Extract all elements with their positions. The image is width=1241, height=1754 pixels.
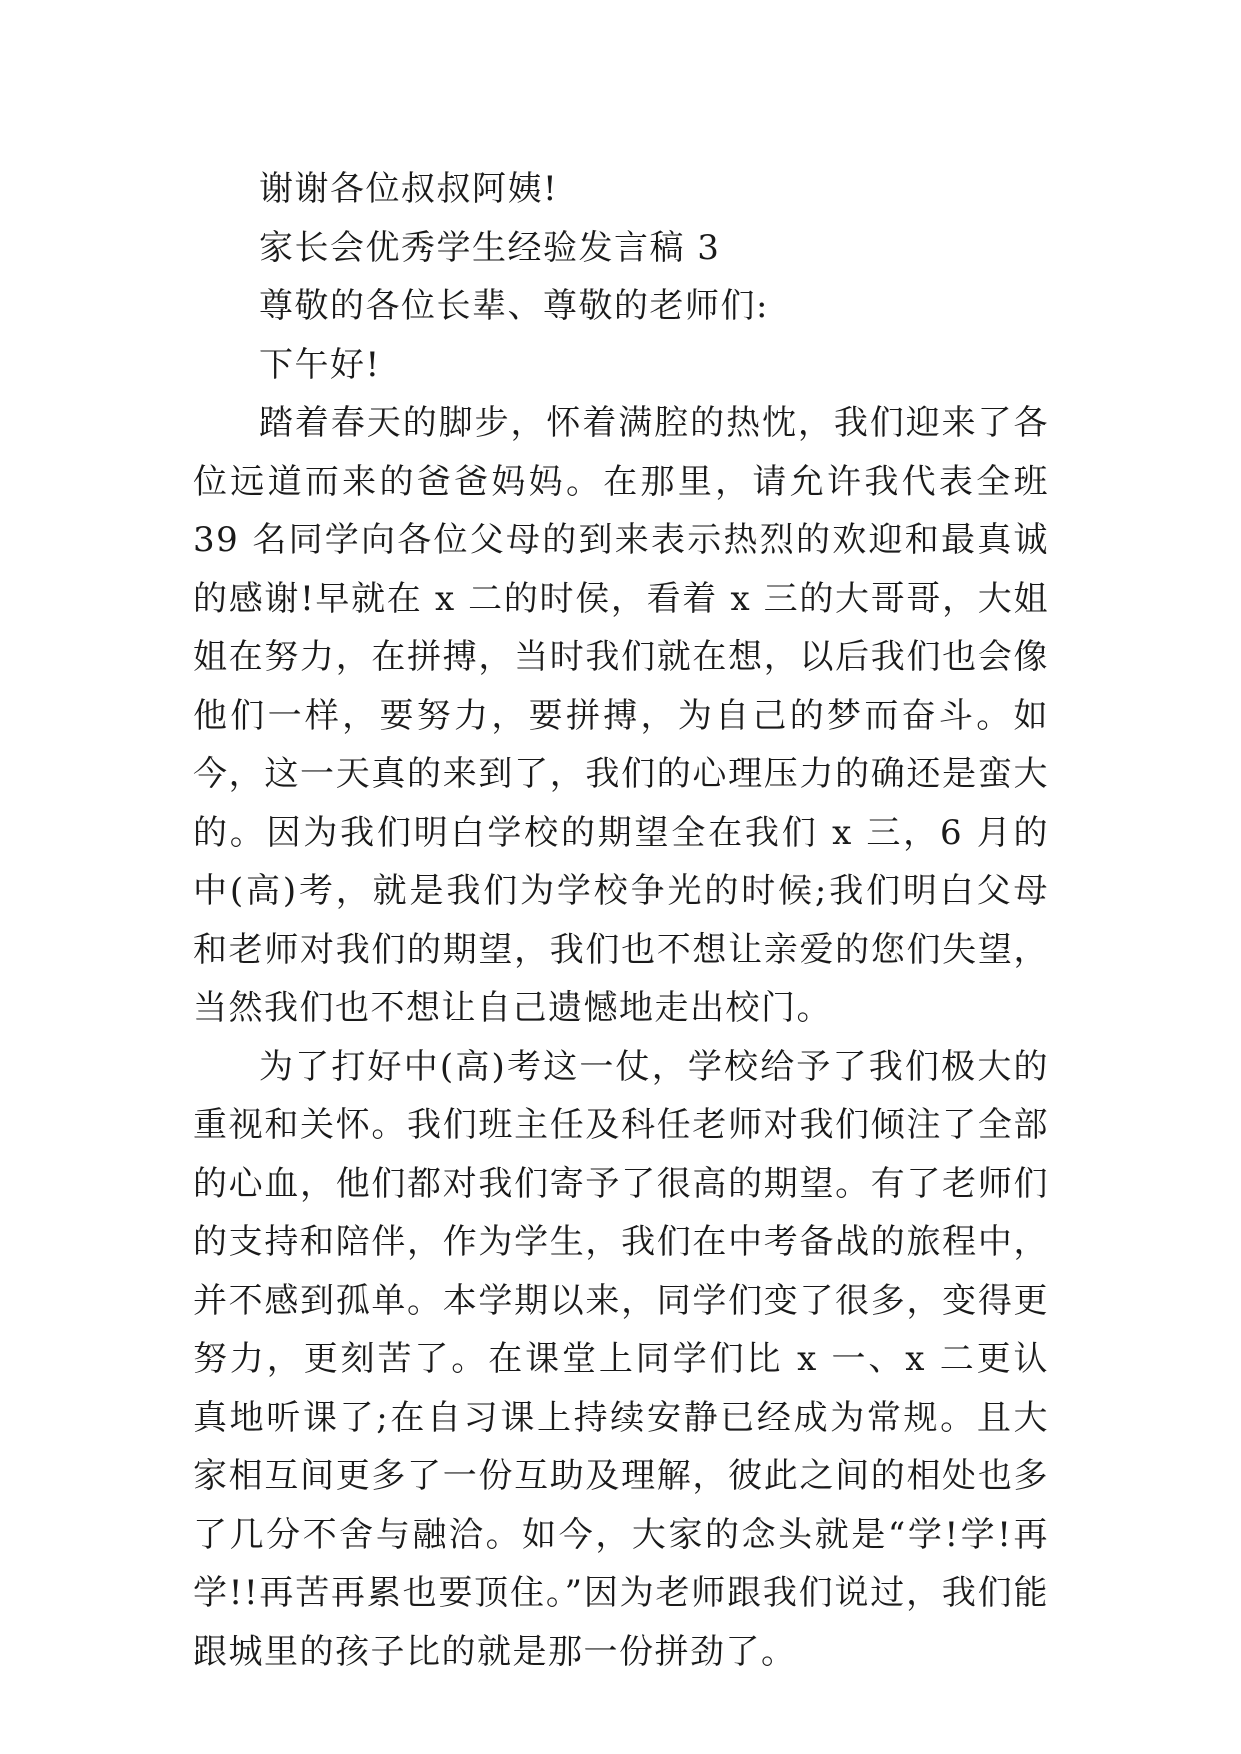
- greeting: 下午好!: [259, 344, 381, 385]
- paragraph-2: 为了打好中(高)考这一仗，学校给予了我们极大的重视和关怀。我们班主任及科任老师对我们倾注了全部的心血，他们都对我们寄予了很高的期望。有了老师们的支持和陪伴，作为学生，我们在中考备战的旅程中，并不感到孤单。本学期以来，同学们变了很多，变得更努力，更刻苦了。在课堂上同学们比 x 一、x 二更认真地听课了;在自习课上持续安静已经成为常规。且大家相互间更多了一份互助及理解，彼此之间的相处也多了几分不舍与融洽。如今，大家的念头就是“学!学!再学!!再苦再累也要顶住。”因为老师跟我们说过，我们能跟城里的孩子比的就是那一份拼劲了。: [193, 1046, 1049, 1672]
- speech-heading: 家长会优秀学生经验发言稿 3: [259, 227, 721, 268]
- paragraph-1: 踏着春天的脚步，怀着满腔的热忱，我们迎来了各位远道而来的爸爸妈妈。在那里，请允许我代表全班 39 名同学向各位父母的到来表示热烈的欢迎和最真诚的感谢!早就在 x 二的时侯，看着 x 三的大哥哥，大姐姐在努力，在拼搏，当时我们就在想，以后我们也会像他们一样，要努力，要拼搏，为自己的梦而奋斗。如今，这一天真的来到了，我们的心理压力的确还是蛮大的。因为我们明白学校的期望全在我们 x 三，6 月的中(高)考，就是我们为学校争光的时候;我们明白父母和老师对我们的期望，我们也不想让亲爱的您们失望，当然我们也不想让自己遗憾地走出校门。: [193, 403, 1049, 1028]
- document-body: [193, 160, 1049, 1681]
- thanks-line: 谢谢各位叔叔阿姨!: [259, 169, 559, 209]
- salutation: 尊敬的各位长辈、尊敬的老师们:: [259, 286, 769, 326]
